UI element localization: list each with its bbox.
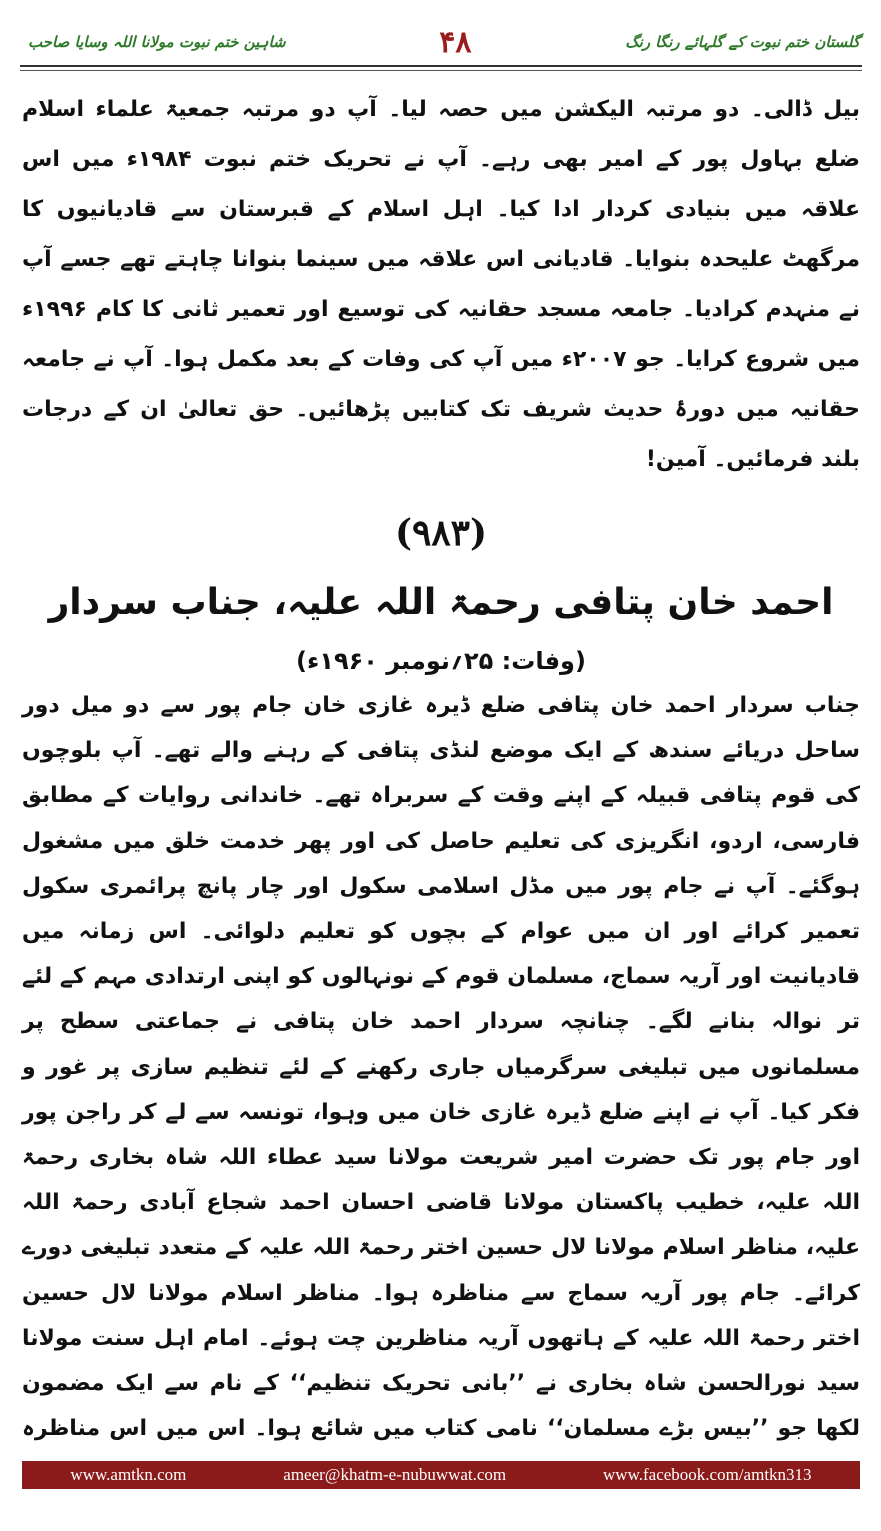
footer-email-link[interactable]: ameer@khatm-e-nubuwwat.com [283, 1465, 507, 1484]
header-author: شاہین ختم نبوت مولانا اللہ وسایا صاحب [28, 33, 286, 51]
header-rule-thin [20, 70, 862, 71]
header-rule-thick [20, 65, 862, 67]
header-book-title: گلستان ختم نبوت کے گلہائے رنگا رنگ [625, 33, 860, 51]
entry-name-heading: احمد خان پتافی رحمۃ اللہ علیہ، جناب سردار [48, 582, 834, 623]
entry-body-paragraph: جناب سردار احمد خان پتافی ضلع ڈیرہ غازی خان جام پور سے دو میل دور ساحل دریائے سندھ کے ایک موضع لنڈی پتافی کے رہنے والے تھے۔ آپ بلوچوں کی قوم پتافی قبیلہ کے اپنے وقت کے سربراہ تھے۔ خاندانی روایات کے مطابق فارسی، اردو، انگریزی کی تعلیم حاصل کی اور پھر خدمت خلق میں مشغول ہوگئے۔ آپ نے جام پور میں مڈل اسلامی سکول اور چار پانچ پرائمری سکول تعمیر کرائے اور ان میں عوام کے بچوں کو تعلیم دلوائی۔ اس زمانہ میں قادیانیت اور آریہ سماج، مسلمان قوم کے نونہالوں کو اپنی ارتدادی مہم کے لئے تر نوالہ بنانے لگے۔ چنانچہ سردار احمد خان پتافی نے جماعتی سطح پر مسلمانوں میں تبلیغی سرگرمیاں جاری رکھنے کے لئے تنظیم سازی پر غور و فکر کیا۔ آپ نے اپنے ضلع ڈیرہ غازی خان میں وہوا، تونسہ سے لے کر راجن پور اور جام پور تک حضرت امیر شریعت مولانا سید عطاء اللہ شاہ بخاری رحمۃ اللہ علیہ، خطیب پاکستان مولانا قاضی احسان احمد شجاع آبادی رحمۃ اللہ علیہ، مناظر اسلام مولانا لال حسین اختر رحمۃ اللہ علیہ کے متعدد تبلیغی دورے کرائے۔ جام پور آریہ سماج سے مناظرہ ہوا۔ مناظر اسلام مولانا لال حسین اختر رحمۃ اللہ علیہ کے ہاتھوں آریہ مناظرین چت ہوئے۔ امام اہل سنت مولانا سید نورالحسن شاہ بخاری نے ’’بانی تحریک تنظیم‘‘ کے نام سے ایک مضمون لکھا جو ’’بیس بڑے مسلمان‘‘ نامی کتاب میں شائع ہوا۔ اس میں اس مناظرہ [22, 693, 860, 1442]
page-body [22, 85, 860, 1497]
intro-paragraph: بیل ڈالی۔ دو مرتبہ الیکشن میں حصہ لیا۔ آپ دو مرتبہ جمعیۃ علماء اسلام ضلع بہاول پور کے امیر بھی رہے۔ آپ نے تحریک ختم نبوت ۱۹۸۴ء میں اس علاقہ میں بنیادی کردار ادا کیا۔ اہل اسلام کے قبرستان سے قادیانیوں کا مرگھٹ علیحدہ بنوایا۔ قادیانی اس علاقہ میں سینما بنوانا چاہتے تھے جسے آپ نے منہدم کرادیا۔ جامعہ مسجد حقانیہ کی توسیع اور تعمیر ثانی کا کام ۱۹۹۶ء میں شروع کرایا۔ جو ۲۰۰۷ء میں آپ کی وفات کے بعد مکمل ہوا۔ آپ نے جامعہ حقانیہ میں دورۂ حدیث شریف تک کتابیں پڑھائیں۔ حق تعالیٰ ان کے درجات بلند فرمائیں۔ آمین! [22, 97, 861, 472]
page-header [28, 22, 860, 62]
page-number: ۴۸ [439, 24, 472, 60]
page-footer [22, 1461, 860, 1489]
entry-death-date: (وفات: ۲۵؍نومبر ۱۹۶۰ء) [296, 647, 586, 675]
footer-website-link[interactable]: www.amtkn.com [70, 1465, 187, 1484]
entry-number: (۹۸۳) [394, 512, 488, 554]
footer-facebook-link[interactable]: www.facebook.com/amtkn313 [603, 1465, 812, 1484]
